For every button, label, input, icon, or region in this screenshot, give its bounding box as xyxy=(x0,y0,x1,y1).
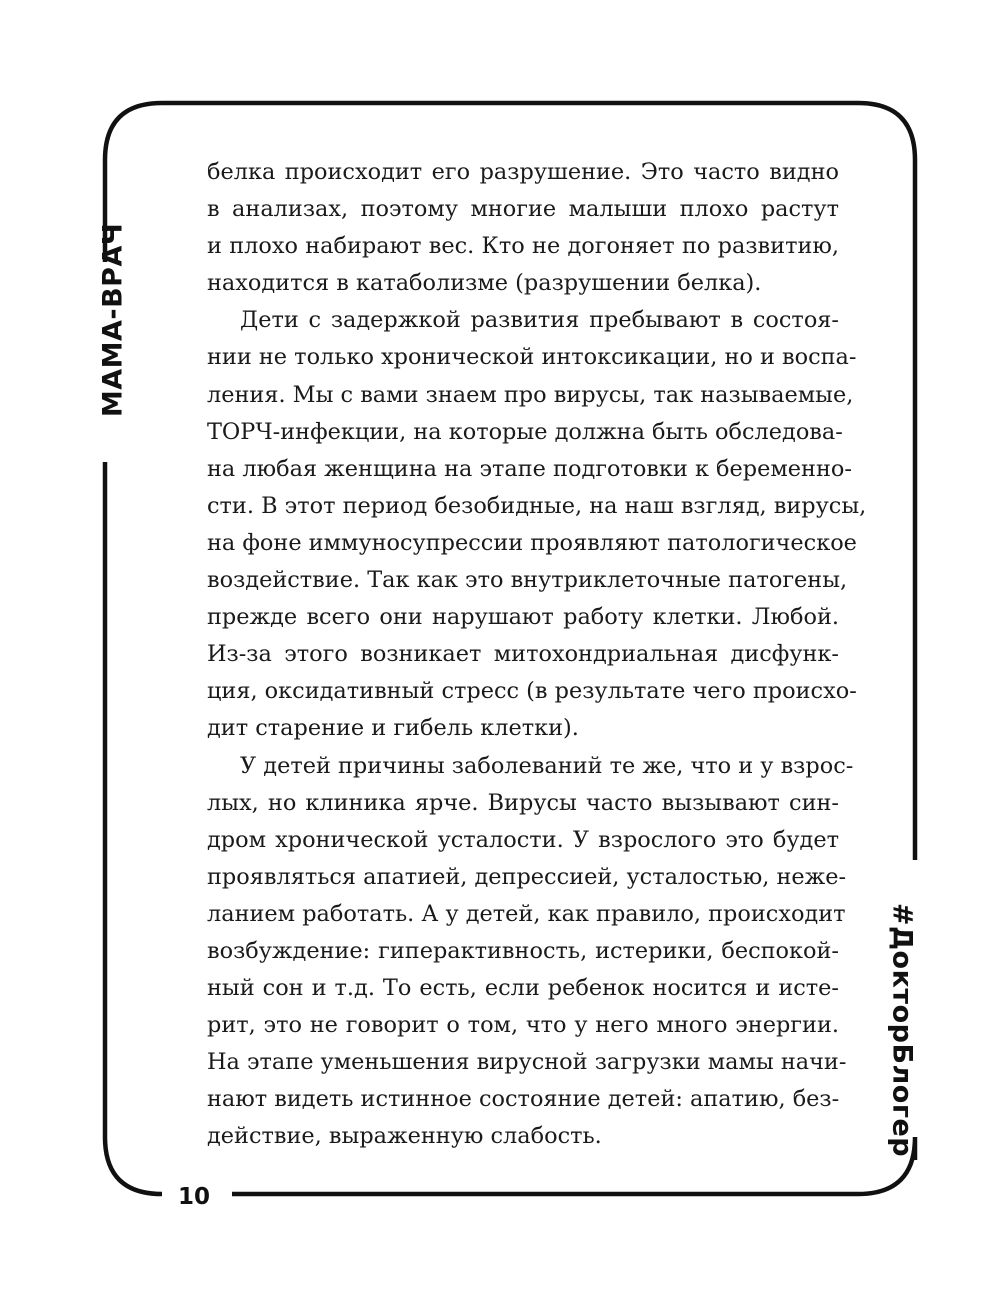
running-head-left: МАМА-ВРАЧ xyxy=(97,222,129,418)
text-line: сти. В этот период безобидные, на наш взгляд, вирусы, xyxy=(207,492,867,519)
text-line: прежде всего они нарушают работу клетки. Любой. xyxy=(207,604,839,631)
text-line: и плохо набирают вес. Кто не догоняет по развитию, xyxy=(207,233,839,260)
text-line: на фоне иммуносупрессии проявляют патологическое xyxy=(207,529,857,556)
text-line: лых, но клиника ярче. Вирусы часто вызывают син- xyxy=(207,789,839,816)
text-line: ления. Мы с вами знаем про вирусы, так называемые, xyxy=(207,381,854,408)
text-line: действие, выраженную слабость. xyxy=(207,1123,602,1150)
running-head-right: #ДокторБлогер xyxy=(886,902,918,1158)
text-line: ТОРЧ-инфекции, на которые должна быть обследова- xyxy=(207,418,843,445)
text-line: возбуждение: гиперактивность, истерики, беспокой- xyxy=(207,937,839,964)
text-line: Дети с задержкой развития пребывают в состоя- xyxy=(240,307,839,334)
text-line: дит старение и гибель клетки). xyxy=(207,715,579,742)
text-line: У детей причины заболеваний те же, что и у взрос- xyxy=(240,752,854,779)
text-line: ланием работать. А у детей, как правило, происходит xyxy=(207,900,846,927)
text-line: Из-за этого возникает митохондриальная дисфунк- xyxy=(207,641,839,668)
text-line: нают видеть истинное состояние детей: апатию, без- xyxy=(207,1086,840,1113)
text-line: белка происходит его разрушение. Это часто видно xyxy=(207,159,839,185)
body-text xyxy=(207,154,867,1156)
text-line: на любая женщина на этапе подготовки к беременно- xyxy=(207,455,852,482)
text-line: воздействие. Так как это внутриклеточные патогены, xyxy=(207,567,848,594)
text-line: находится в катаболизме (разрушении белка). xyxy=(207,270,762,297)
text-line: проявляться апатией, депрессией, усталостью, неже- xyxy=(207,863,847,890)
text-line: в анализах, поэтому многие малыши плохо растут xyxy=(207,196,839,223)
text-line: дром хронической усталости. У взрослого это будет xyxy=(207,826,839,853)
page-number: 10 xyxy=(178,1184,211,1210)
text-line: ция, оксидативный стресс (в результате чего происхо- xyxy=(207,678,857,705)
text-line: нии не только хронической интоксикации, но и воспа- xyxy=(207,344,857,371)
text-line: ный сон и т.д. То есть, если ребенок носится и исте- xyxy=(207,975,839,1002)
frame-left-bottom-line xyxy=(105,462,162,1194)
text-line: На этапе уменьшения вирусной загрузки мамы начи- xyxy=(207,1049,847,1076)
text-line: рит, это не говорит о том, что у него много энергии. xyxy=(207,1012,839,1039)
